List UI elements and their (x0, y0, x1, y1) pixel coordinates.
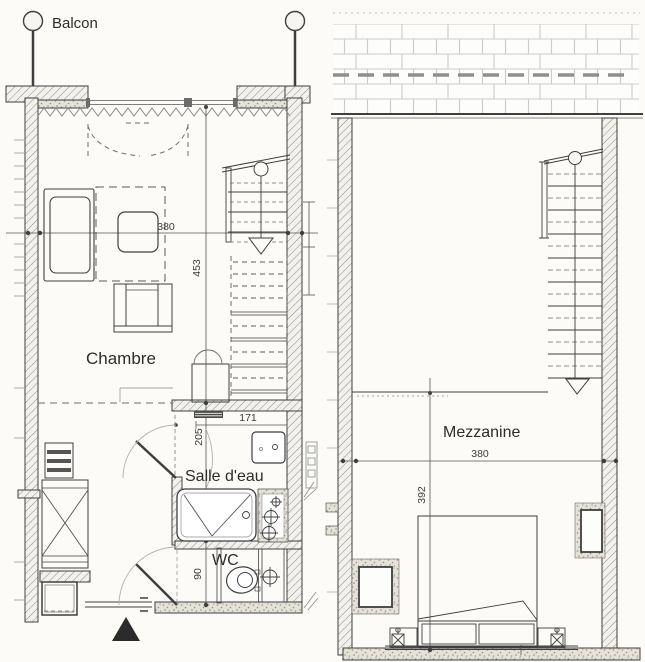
outer-ticks-left (14, 140, 26, 600)
dim-dot (286, 231, 290, 235)
entry-closet (42, 582, 77, 615)
dim-dot (204, 105, 208, 109)
roof-window-left (352, 559, 399, 614)
stair-mezz-banister (542, 162, 547, 238)
sill-left (38, 100, 88, 108)
dim-dot (341, 459, 345, 463)
dim-dot (614, 459, 618, 463)
roof-window-pane (359, 567, 392, 607)
nightstand-right (538, 628, 565, 647)
washbasin (252, 432, 285, 463)
bed-zone-dashed (96, 187, 165, 281)
bed-panel-right (479, 624, 534, 644)
entry-closet-inner (45, 585, 74, 612)
bath-door-leaf (136, 441, 176, 478)
armchair (114, 284, 172, 332)
mullion-mid (184, 98, 192, 107)
toilet-bowl (224, 565, 259, 596)
storage (42, 443, 88, 615)
bed-outline (418, 516, 537, 621)
roof-window-pane (581, 510, 602, 552)
sill-right (237, 100, 287, 108)
sofa-seat (50, 197, 90, 273)
stair-direction-arrow (249, 238, 273, 254)
nightstand-left (390, 628, 417, 647)
wall-left (25, 98, 38, 622)
mullion-right (233, 98, 237, 107)
stair-treads-solid (228, 192, 287, 232)
door-swing-dash-left (88, 126, 140, 156)
wc-label: WC (212, 552, 239, 569)
chambre-label: Chambre (86, 349, 156, 368)
towel-radiator (194, 411, 223, 418)
stair-banister (226, 168, 231, 242)
entry-door-leaf (136, 564, 177, 605)
dim-dot (300, 231, 304, 235)
radiator-bar (47, 468, 71, 472)
wall-stub-mezz2 (326, 526, 338, 535)
bed (385, 516, 578, 650)
cabinet-door-arc (194, 350, 222, 364)
ground-floor-plan (6, 12, 318, 642)
curtain-zigzag (38, 108, 290, 116)
mezzanine-floor-plan (326, 13, 643, 660)
entry (85, 547, 177, 641)
door-swing-dash-right (147, 126, 188, 156)
wc-duct-lines (259, 549, 285, 602)
pipe-box (308, 446, 315, 453)
wall-mezz-left (338, 118, 352, 655)
dim-chambre-width: 380 (157, 221, 175, 233)
roof (331, 13, 643, 118)
stair-mezz-direction-arrow (566, 379, 589, 394)
wardrobe (42, 480, 88, 568)
shower-tray (177, 489, 256, 541)
wall-mezz-right (602, 118, 617, 655)
dim-bath-width: 171 (239, 412, 257, 424)
entrance-triangle-marker (112, 617, 140, 641)
stair-mezz-start-circle (569, 152, 582, 165)
wc-pipe-symbol (260, 567, 280, 587)
balcony (24, 12, 305, 88)
dim-wc-depth: 90 (192, 568, 204, 580)
bed-blanket-fold (418, 601, 537, 620)
sofa (44, 189, 94, 281)
dim-dot (602, 459, 606, 463)
dim-mezzanine-depth: 392 (416, 486, 428, 504)
guardrail (352, 391, 548, 396)
understair-cabinet (192, 364, 229, 402)
staircase-mezzanine (539, 149, 603, 394)
understair-dashed-edges (231, 256, 287, 400)
pipe-box (308, 470, 315, 477)
mezzanine-label: Mezzanine (443, 424, 521, 441)
pipe-box (308, 458, 315, 465)
plumbing-duct-inner (262, 494, 284, 538)
sofa-outline (44, 189, 94, 281)
mullion-left (86, 98, 90, 107)
toilet-hinge2 (255, 587, 260, 591)
right-wall-annex (304, 442, 318, 610)
wall-closet-band (40, 571, 90, 582)
dim-mezzanine-width: 380 (471, 448, 489, 460)
bathroom (123, 350, 288, 542)
roof-window-right (575, 503, 605, 558)
balcony-label: Balcon (52, 15, 98, 32)
wall-stub-mezz1 (326, 503, 338, 512)
stair-start-circle (254, 162, 268, 176)
wall-stub-left (18, 490, 40, 498)
armchair-outline (114, 284, 172, 332)
dim-dot (428, 648, 432, 652)
salle-deau-label: Salle d'eau (185, 468, 264, 485)
roof-tiles (333, 24, 639, 113)
dim-dot (26, 231, 30, 235)
radiator-bar (47, 459, 71, 463)
dim-chambre-depth: 453 (191, 259, 203, 277)
balcony-post-left (24, 12, 43, 31)
staircase-ground (222, 155, 290, 254)
balcony-post-right (286, 12, 305, 31)
radiator-bar (47, 450, 71, 454)
wc-room (212, 548, 284, 603)
dim-dot (38, 231, 42, 235)
bed-foot (418, 621, 537, 647)
dim-dot (354, 459, 358, 463)
dim-dot (204, 401, 208, 405)
french-door-dashed (88, 123, 188, 156)
wall-right (287, 98, 302, 613)
understair-shelves (231, 312, 287, 393)
dim-bath-depth: 205 (193, 428, 205, 446)
understair-closet (231, 256, 287, 400)
dim-dot (204, 603, 208, 607)
